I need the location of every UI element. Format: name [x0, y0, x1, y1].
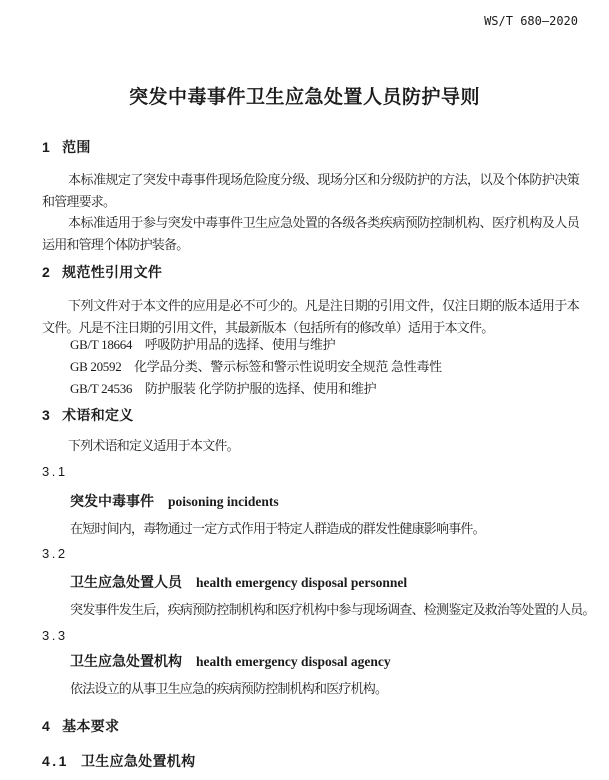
section-4-heading — [42, 716, 119, 736]
term-en: health emergency disposal personnel — [196, 575, 408, 590]
references-paragraph: 下列文件对于本文件的应用是必不可少的。凡是注日期的引用文件，仅注日期的版本适用于本文件。凡是不注日期的引用文件，其最新版本（包括所有的修改单）适用于本文件。 — [42, 298, 579, 335]
term-definition: 依法设立的从事卫生应急的疾病预防控制机构和医疗机构。 — [70, 681, 388, 696]
document-code: WS/T 680—2020 — [484, 14, 578, 28]
section-1-heading — [42, 137, 91, 157]
term-title — [70, 572, 407, 592]
term-number: 3.3 — [42, 628, 68, 643]
term-en: health emergency disposal agency — [196, 654, 391, 669]
section-4-number: 4 — [42, 718, 51, 734]
terms-intro: 下列术语和定义适用于本文件。 — [68, 438, 239, 453]
section-4-label: 基本要求 — [62, 718, 120, 734]
reference-item: GB 20592 化学品分类、警示标签和警示性说明安全规范 急性毒性 — [70, 359, 442, 374]
section-1-label: 范围 — [62, 139, 91, 155]
term-number: 3.1 — [42, 464, 68, 479]
section-3-label: 术语和定义 — [62, 407, 134, 423]
term-title — [70, 651, 391, 671]
term-zh: 突发中毒事件 — [70, 493, 154, 509]
document-title: 突发中毒事件卫生应急处置人员防护导则 — [128, 87, 480, 108]
term-definition: 在短时间内，毒物通过一定方式作用于特定人群造成的群发性健康影响事件。 — [70, 521, 485, 536]
scope-paragraph-1: 本标准规定了突发中毒事件现场危险度分级、现场分区和分级防护的方法，以及个体防护决策和管理要求。 — [42, 172, 579, 209]
scope-paragraph-2: 本标准适用于参与突发中毒事件卫生应急处置的各级各类疾病预防控制机构、医疗机构及人员运用和管理个体防护装备。 — [42, 215, 579, 252]
section-4-1-label: 卫生应急处置机构 — [80, 753, 196, 769]
section-4-1-number: 4.1 — [42, 753, 69, 769]
section-4-1-heading — [42, 751, 195, 771]
term-en: poisoning incidents — [168, 494, 279, 509]
reference-item: GB/T 24536 防护服装 化学防护服的选择、使用和维护 — [70, 381, 377, 396]
term-title — [70, 491, 279, 511]
section-2-label: 规范性引用文件 — [62, 264, 163, 280]
section-2-heading — [42, 262, 162, 282]
reference-item: GB/T 18664 呼吸防护用品的选择、使用与维护 — [70, 337, 336, 352]
term-number: 3.2 — [42, 546, 68, 561]
term-zh: 卫生应急处置机构 — [70, 653, 182, 669]
term-definition: 突发事件发生后，疾病预防控制机构和医疗机构中参与现场调查、检测鉴定及救治等处置的人员。 — [70, 602, 595, 617]
term-zh: 卫生应急处置人员 — [70, 574, 182, 590]
section-3-heading — [42, 405, 134, 425]
section-2-number: 2 — [42, 264, 51, 280]
section-1-number: 1 — [42, 139, 51, 155]
section-3-number: 3 — [42, 407, 51, 423]
